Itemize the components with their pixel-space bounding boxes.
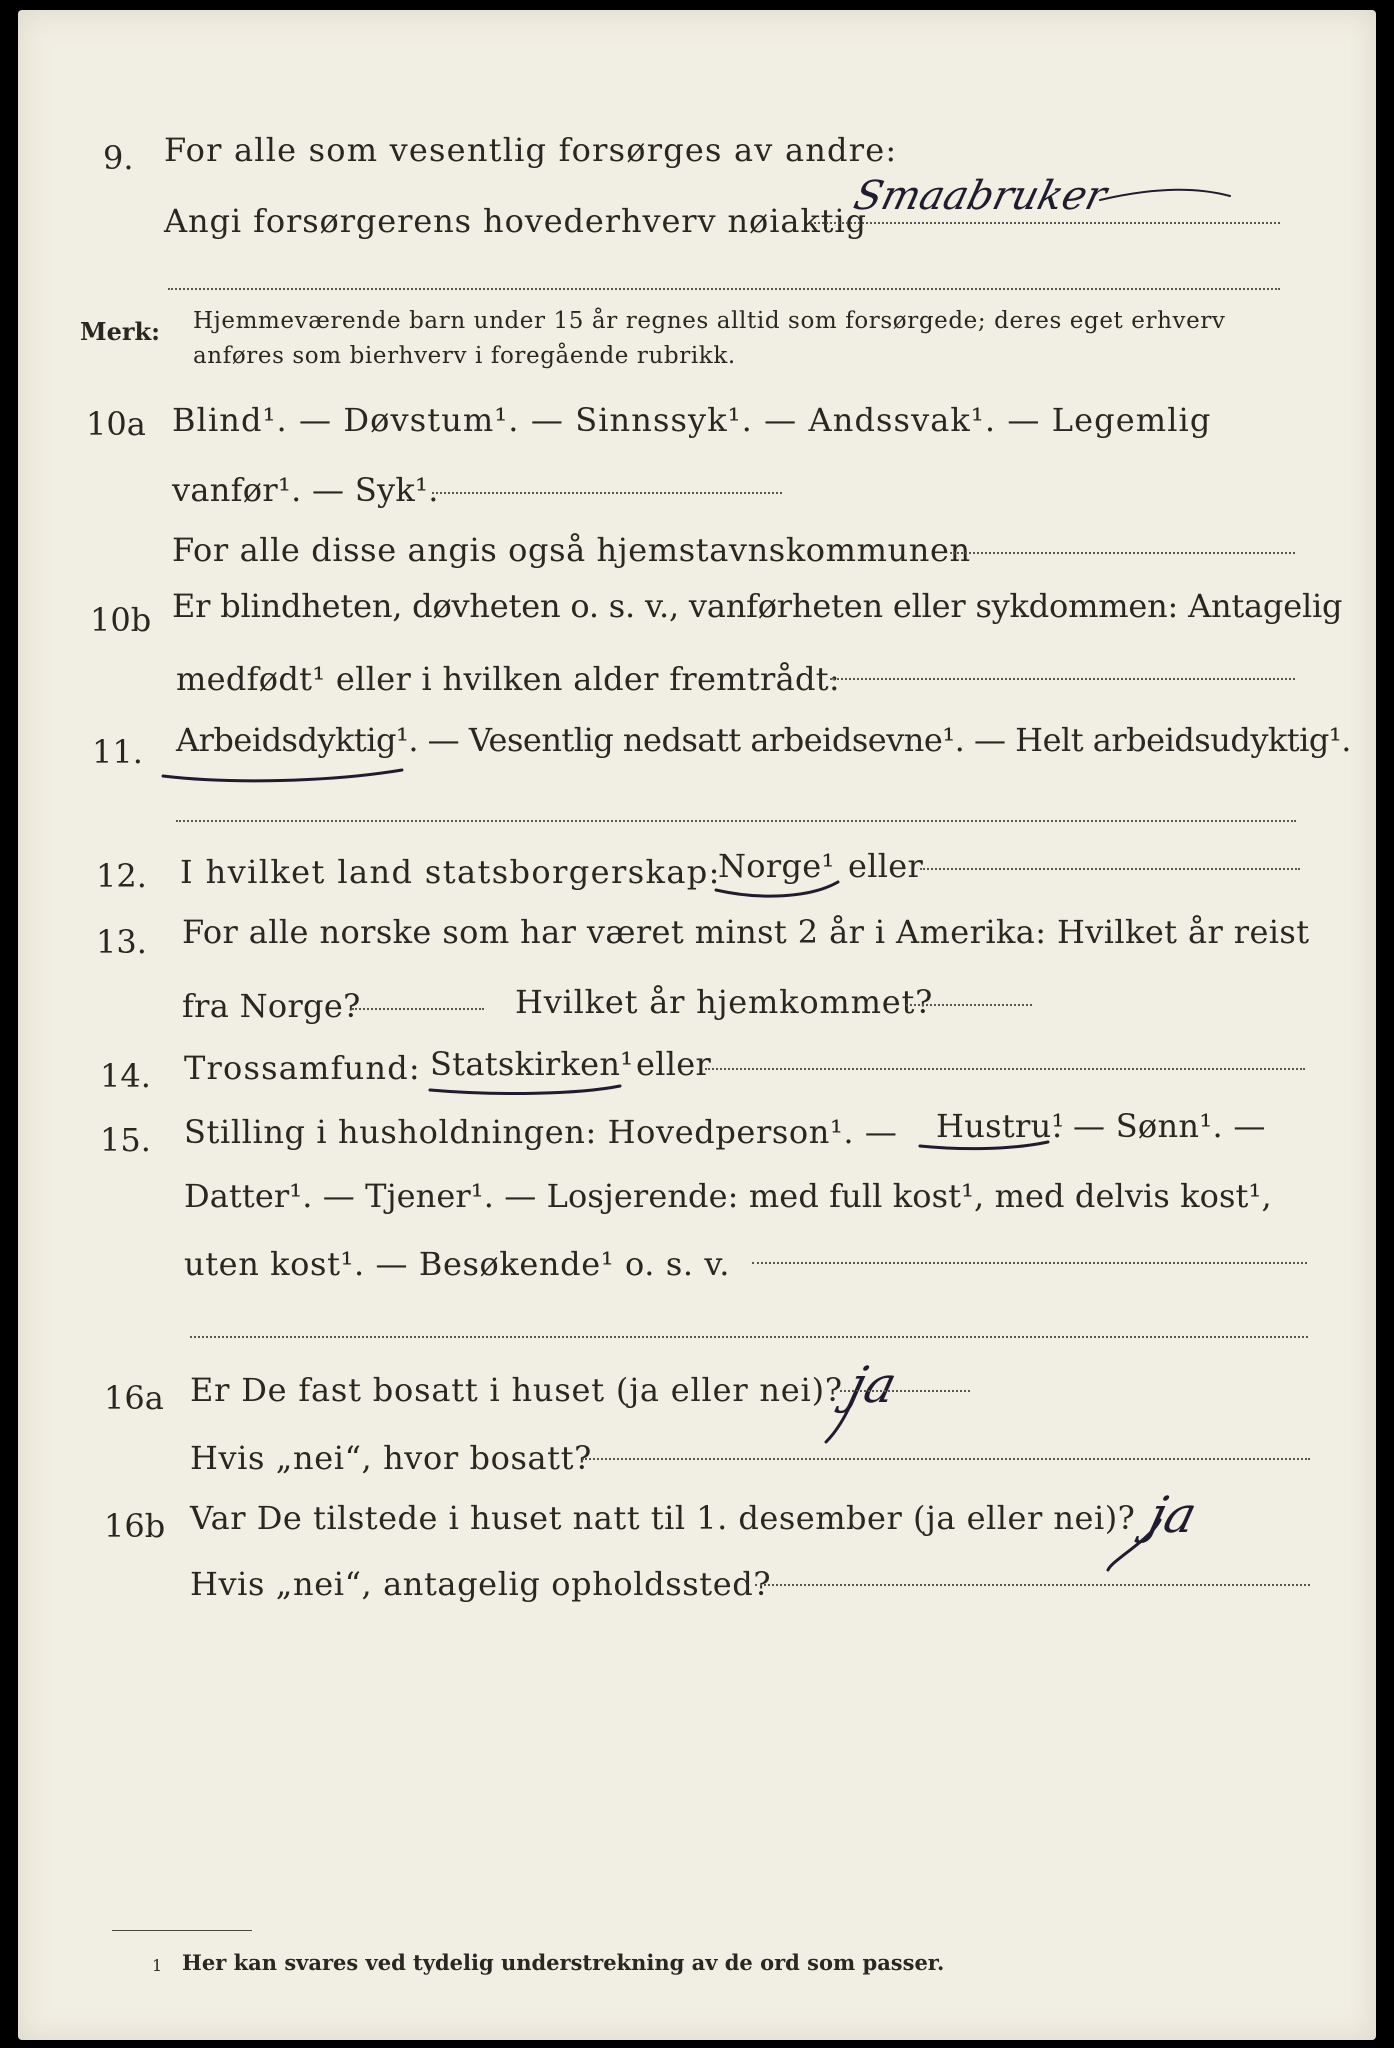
q12-number: 12. bbox=[96, 857, 147, 895]
q15-line1c: . — Sønn¹. — bbox=[1052, 1107, 1266, 1145]
q9-answer-handwritten: Smaabruker bbox=[849, 173, 1112, 219]
footnote-mark: 1 bbox=[152, 1956, 163, 1975]
q10a-line2: vanfør¹. — Syk¹. bbox=[172, 471, 439, 509]
underline-arbeidsdyktig bbox=[163, 770, 402, 781]
q14-number: 14. bbox=[100, 1057, 151, 1095]
q15-number: 15. bbox=[100, 1121, 151, 1159]
q10a-number: 10a bbox=[86, 405, 146, 443]
q16a-number: 16a bbox=[104, 1379, 164, 1417]
q14-tail: eller bbox=[636, 1045, 712, 1083]
merk-line1: Hjemmeværende barn under 15 år regnes alltid som forsørgede; deres eget erhverv bbox=[193, 308, 1226, 334]
q14-text: Trossamfund: bbox=[184, 1049, 421, 1087]
q9-number: 9. bbox=[103, 139, 134, 177]
merk-line2: anføres som bierhverv i foregående rubrikk. bbox=[193, 343, 736, 369]
q9-line2: Angi forsørgerens hovederhverv nøiaktig bbox=[164, 202, 867, 240]
underline-norge bbox=[716, 882, 838, 896]
q14-option-statskirken: Statskirken¹ bbox=[430, 1045, 634, 1083]
q10a-line3: For alle disse angis også hjemstavnskommunen bbox=[172, 531, 971, 569]
merk-label: Merk: bbox=[80, 317, 160, 346]
q15-line1a: Stilling i husholdningen: Hovedperson¹. — bbox=[184, 1113, 898, 1151]
q16b-line1: Var De tilstede i huset natt til 1. desember (ja eller nei)? bbox=[190, 1499, 1136, 1537]
underline-hustru bbox=[920, 1142, 1048, 1149]
q10b-line1: Er blindheten, døvheten o. s. v., vanførheten eller sykdommen: Antagelig bbox=[172, 587, 1343, 625]
q16a-answer-handwritten: ja bbox=[842, 1356, 903, 1414]
footnote-text: Her kan svares ved tydelig understrekning av de ord som passer. bbox=[182, 1950, 945, 1975]
q12-tail: eller bbox=[848, 847, 924, 885]
q16b-line2: Hvis „nei“, antagelig opholdssted? bbox=[190, 1565, 772, 1603]
q16b-number: 16b bbox=[104, 1507, 166, 1545]
q13-line1: For alle norske som har været minst 2 år i Amerika: Hvilket år reist bbox=[182, 913, 1310, 951]
q11-number: 11. bbox=[92, 733, 143, 771]
q11-line1: Arbeidsdyktig¹. — Vesentlig nedsatt arbeidsevne¹. — Helt arbeidsudyktig¹. bbox=[176, 721, 1351, 759]
q13-line2a: fra Norge? bbox=[182, 987, 361, 1025]
q16a-line1: Er De fast bosatt i huset (ja eller nei)? bbox=[190, 1371, 843, 1409]
q13-number: 13. bbox=[96, 923, 147, 961]
ja-stroke-16b bbox=[1108, 1520, 1160, 1570]
q12-text: I hvilket land statsborgerskap: bbox=[180, 853, 721, 891]
q15-line3: uten kost¹. — Besøkende¹ o. s. v. bbox=[184, 1245, 731, 1283]
q16b-answer-handwritten: ja bbox=[1142, 1486, 1203, 1544]
q9-line1: For alle som vesentlig forsørges av andre: bbox=[164, 131, 898, 169]
q10a-line1: Blind¹. — Døvstum¹. — Sinnssyk¹. — Andssvak¹. — Legemlig bbox=[172, 401, 1212, 439]
q13-line2b: Hvilket år hjemkommet? bbox=[515, 983, 934, 1021]
q12-option-norge: Norge¹ bbox=[718, 847, 835, 885]
q15-option-hustru: Hustru¹ bbox=[936, 1107, 1065, 1145]
q16a-line2: Hvis „nei“, hvor bosatt? bbox=[190, 1439, 592, 1477]
q15-line2: Datter¹. — Tjener¹. — Losjerende: med full kost¹, med delvis kost¹, bbox=[184, 1177, 1272, 1215]
q10b-number: 10b bbox=[90, 601, 152, 639]
q9-answer-flourish bbox=[1100, 190, 1230, 200]
underline-statskirken bbox=[430, 1086, 620, 1093]
ja-stroke-16a bbox=[826, 1392, 856, 1442]
q10b-line2: medfødt¹ eller i hvilken alder fremtrådt: bbox=[176, 660, 840, 698]
